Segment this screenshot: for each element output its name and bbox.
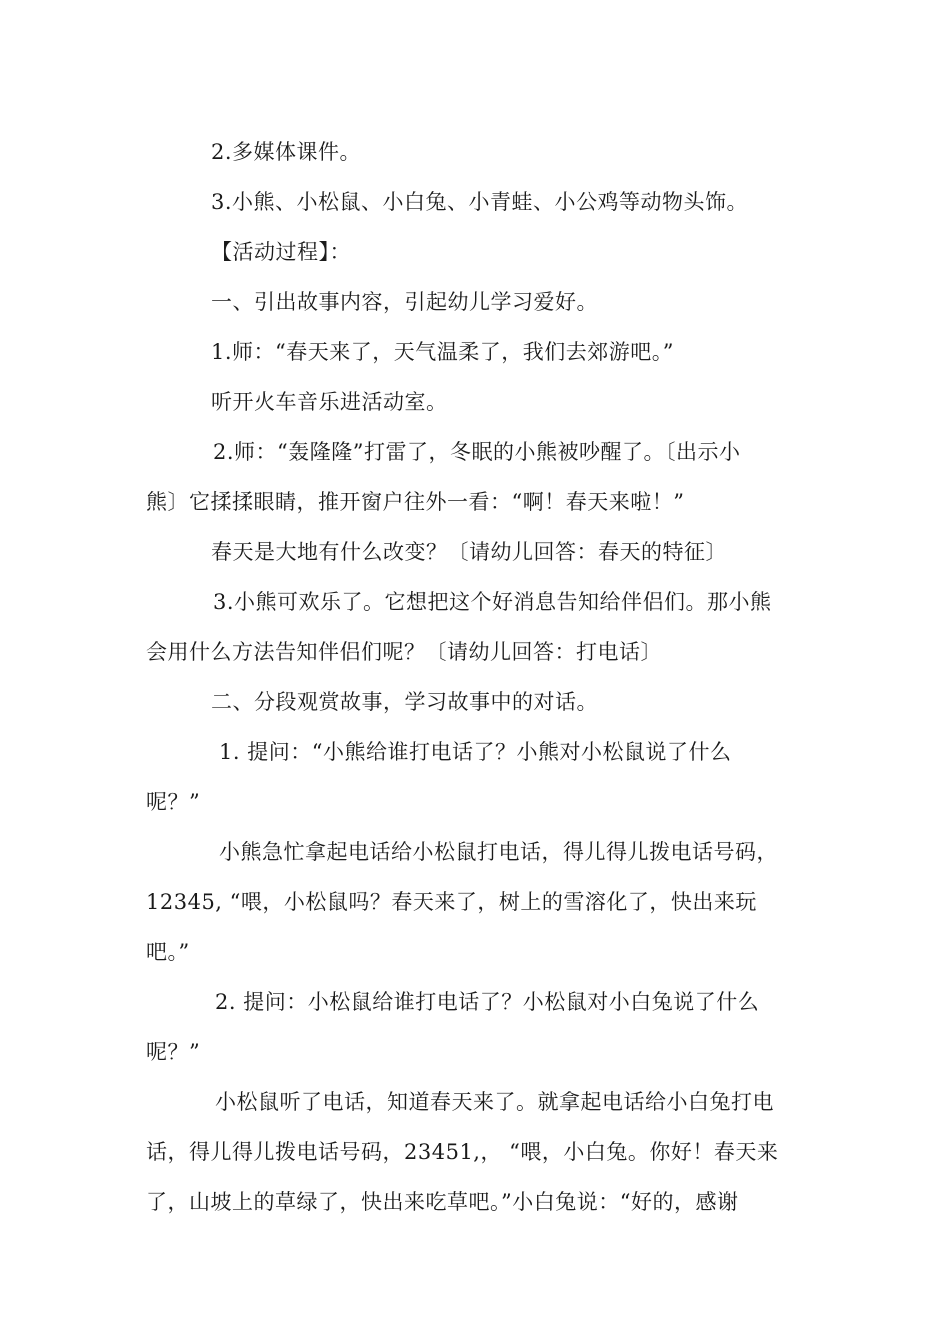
text-line: 2.多媒体课件。 [211,140,362,164]
text-line: 1. 提问：“小熊给谁打电话了？小熊对小松鼠说了什么 [219,740,732,764]
text-line: 二、分段观赏故事，学习故事中的对话。 [211,690,598,714]
text-line: 2. 提问：小松鼠给谁打电话了？小松鼠对小白兔说了什么 [215,990,760,1014]
text-line: 呢？” [146,1040,201,1064]
text-line: 话，得儿得儿拨电话号码，23451,， “喂，小白兔。你好！春天来 [146,1140,779,1164]
text-line: 春天是大地有什么改变？〔请幼儿回答：春天的特征〕 [211,540,727,564]
text-line: 小熊急忙拿起电话给小松鼠打电话，得儿得儿拨电话号码， [219,840,778,864]
text-line: 了，山坡上的草绿了，快出来吃草吧。”小白兔说：“好的，感谢 [146,1190,739,1214]
text-line: 一、引出故事内容，引起幼儿学习爱好。 [211,290,598,314]
text-line: 熊〕它揉揉眼睛，推开窗户往外一看：“啊！春天来啦！” [146,490,685,514]
text-line: 吧。” [146,940,190,964]
text-line: 呢？” [146,790,201,814]
text-line: 2.师：“轰隆隆”打雷了，冬眠的小熊被吵醒了。〔出示小 [213,440,741,464]
text-line: 12345, “喂，小松鼠吗？春天来了，树上的雪溶化了，快出来玩 [146,890,757,914]
text-line: 3.小熊可欢乐了。它想把这个好消息告知给伴侣们。那小熊 [213,590,772,614]
text-line: 3.小熊、小松鼠、小白兔、小青蛙、小公鸡等动物头饰。 [211,190,749,214]
text-line: 听开火车音乐进活动室。 [211,390,448,414]
text-line: 1.师：“春天来了，天气温柔了，我们去郊游吧。” [211,340,675,364]
text-line: 小松鼠听了电话，知道春天来了。就拿起电话给小白兔打电 [215,1090,774,1114]
text-line: 会用什么方法告知伴侣们呢？〔请幼儿回答：打电话〕 [146,640,662,664]
section-heading: 【活动过程】： [211,240,351,264]
